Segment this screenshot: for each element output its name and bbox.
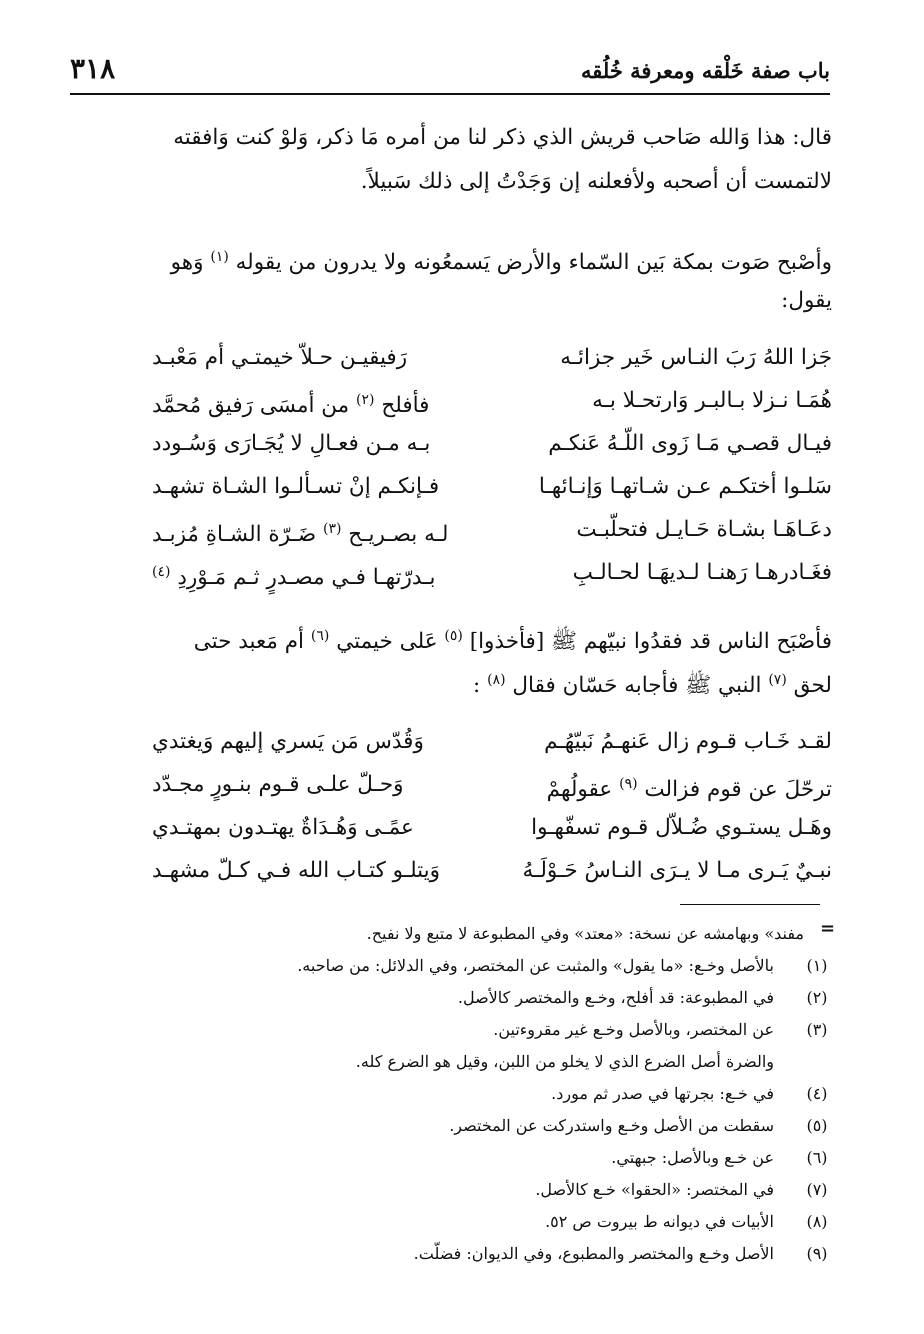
footnote <box>112 950 832 982</box>
second-hemistich: وَقُدّس مَن يَسري إليهم وَيغتدي <box>152 729 424 754</box>
verse <box>152 806 832 849</box>
text-run: وأصْبح صَوت بمكة بَين السّماء والأرض يَسمعُونه ولا يدرون من يقوله <box>235 250 832 276</box>
footnote-text: مفند» وبهامشه عن نسخة: «معتد» وفي المطبوعة لا متبع ولا نفيح. <box>366 924 804 943</box>
footnote-text: والضرة أصل الضرع الذي لا يخلو من اللبن، وقيل هو الضرع كله. <box>355 1052 774 1071</box>
footnote <box>112 1110 832 1142</box>
footnote-number: (٧) <box>806 1180 828 1199</box>
footnote-ref: (٣) <box>322 521 342 537</box>
second-hemistich: رَفيقيـن حـلاّ خيمتـي أم مَعْبـد <box>152 345 408 370</box>
second-hemistich: فـإنكـم إنْ تسـألـوا الشـاة تشهـد <box>152 474 440 499</box>
first-hemistich: وهَـل يستـوي ضُـلاّل قـوم تسفّهـوا <box>531 815 832 840</box>
footnote-ref: (٨) <box>487 672 506 688</box>
footnote-text: الأبيات في ديوانه ط بيروت ص ٥٢. <box>545 1212 774 1231</box>
footnote <box>112 1142 832 1174</box>
footnote-number: (٤) <box>806 1084 828 1103</box>
text-run: النبي ﷺ فأجابه حَسّان فقال <box>512 673 762 699</box>
footnote-text: بالأصل وخـع: «ما يقول» والمثبت عن المختصر، وفي الدلائل: من صاحبه. <box>297 956 774 975</box>
first-hemistich: لقـد خَـاب قـوم زال عَنهـمُ نَبيّهُـم <box>544 729 832 754</box>
poem-1 <box>152 336 832 594</box>
verse <box>152 422 832 465</box>
footnote <box>112 1174 832 1206</box>
first-hemistich: نبـيٌ يَـرى مـا لا يـرَى النـاسُ حَـوْلَـهُ <box>522 858 832 883</box>
footnote-text: في المختصر: «الحقوا» خـع كالأصل. <box>535 1180 774 1199</box>
verse <box>152 379 832 422</box>
verse <box>152 465 832 508</box>
text-run: وَهو <box>170 250 204 276</box>
second-hemistich <box>152 508 448 556</box>
footnote-number: (٢) <box>806 988 828 1007</box>
text-run: من أمسَى رَفيق مُحمَّد <box>152 393 350 419</box>
text-run: : <box>473 673 481 699</box>
text-run: عَلى خيمتي <box>336 629 438 655</box>
footnote-number: (٨) <box>806 1212 828 1231</box>
text-run: ضَـرّة الشـاةِ مُزبـد <box>152 522 317 548</box>
text-run: فأصْبَح الناس قد فقدُوا نبيّهم ﷺ [فأخذوا] <box>469 629 832 655</box>
footnote <box>112 982 832 1014</box>
page-header <box>70 52 830 92</box>
poem-2 <box>152 720 832 892</box>
footnote-number: (١) <box>806 956 828 975</box>
first-hemistich <box>547 763 832 811</box>
verse <box>152 763 832 806</box>
second-hemistich <box>152 379 429 427</box>
first-hemistich: هُمَـا نـزلا بـالبـر وَارتحـلا بـه <box>592 388 832 413</box>
footnote-text: عن خـع وبالأصل: جبهتي. <box>611 1148 774 1167</box>
footnote <box>112 1078 832 1110</box>
footnote-ref: (٦) <box>310 628 330 644</box>
text-run: عقولُهمْ <box>546 777 613 803</box>
running-title: باب صفة خَلْقه ومعرفة خُلُقه <box>580 58 830 83</box>
footnote-continuation <box>112 918 832 950</box>
second-hemistich: وَيتلـو كتـاب الله فـي كـلّ مشهـد <box>152 858 441 883</box>
footnote-text: سقطت من الأصل وخـع واستدركت عن المختصر. <box>449 1116 774 1135</box>
paragraph-3 <box>72 614 832 702</box>
footnote <box>112 1238 832 1270</box>
footnote-text: عن المختصر، وبالأصل وخـع غير مقروءتين. <box>493 1020 774 1039</box>
footnote-number: (٩) <box>806 1244 828 1263</box>
paragraph-line <box>72 658 832 702</box>
footnote-number: (٦) <box>806 1148 828 1167</box>
text-run: أم مَعبد حتى <box>193 629 305 655</box>
text-run: لـه بصـريـح <box>348 522 449 548</box>
footnote-ref: (٥) <box>444 628 463 644</box>
page-number: ٣١٨ <box>70 52 116 85</box>
paragraph-line <box>72 614 832 658</box>
footnote-text: الأصل وخـع والمختصر والمطبوع، وفي الديوان: فضلّت. <box>413 1244 774 1263</box>
text-run: ترحّلَ عن قوم فزالت <box>644 777 832 803</box>
verse <box>152 508 832 551</box>
footnote <box>112 1014 832 1046</box>
footnote-ref: (٩) <box>619 776 638 792</box>
paragraph-2 <box>72 235 832 323</box>
header-rule <box>70 93 830 95</box>
text-run: فأفلح <box>381 393 430 419</box>
text-run: لحق <box>793 673 832 699</box>
footnote-text: في المطبوعة: قد أفلح، وخـع والمختصر كالأصل. <box>457 988 774 1007</box>
first-hemistich: فيـال قصـي مَـا زَوى اللّـهُ عَنكـم <box>548 431 832 456</box>
text-run: بـدرّتهـا فـي مصـدرٍ ثـم مَـوْرِدِ <box>177 565 436 591</box>
paragraph-1 <box>72 116 832 204</box>
continuation-mark: = <box>820 918 836 939</box>
footnote <box>112 1206 832 1238</box>
footnote-number: (٥) <box>806 1116 828 1135</box>
footnote-text: في خـع: بجرتها في صدر ثم مورد. <box>551 1084 774 1103</box>
verse <box>152 720 832 763</box>
verse <box>152 551 832 594</box>
footnote-ref: (٢) <box>356 392 375 408</box>
footnote-ref: (٤) <box>152 564 171 580</box>
second-hemistich: عمًـى وَهُـدَاةٌ يهتـدون بمهتـدي <box>152 815 414 840</box>
footnote <box>112 1046 832 1078</box>
first-hemistich: سَلـوا أختكـم عـن شـاتهـا وَإنـائهـا <box>538 474 832 499</box>
footnote-ref: (١) <box>210 249 229 265</box>
footnotes-rule <box>680 904 820 905</box>
footnote-ref: (٧) <box>768 672 787 688</box>
paragraph-line: قال: هذا وَالله صَاحب قريش الذي ذكر لنا من أمره مَا ذكر، وَلوْ كنت وَافقته <box>173 125 832 150</box>
verse <box>152 336 832 379</box>
paragraph-line: يقول: <box>781 288 832 313</box>
verse <box>152 849 832 892</box>
paragraph-line: لالتمست أن أصحبه ولأفعلنه إن وَجَدْتُ إلى ذلك سَبيلاً. <box>360 169 832 194</box>
second-hemistich: وَحـلّ علـى قـوم بنـورٍ مجـدّد <box>152 772 404 797</box>
second-hemistich: بـه مـن فعـالِ لا يُجَـارَى وَسُـودد <box>152 431 431 456</box>
footnotes <box>112 918 832 1270</box>
first-hemistich: جَزا اللهُ رَبَ النـاس خَير جزائـه <box>560 345 832 370</box>
paragraph-line <box>72 235 832 279</box>
first-hemistich: فغَـادرهـا رَهنـا لـديهَـا لحـالـبِ <box>572 560 832 585</box>
second-hemistich <box>152 551 435 599</box>
first-hemistich: دعَـاهَـا بشـاة حَـايـل فتحلّبـت <box>576 517 832 542</box>
footnote-number: (٣) <box>806 1020 828 1039</box>
